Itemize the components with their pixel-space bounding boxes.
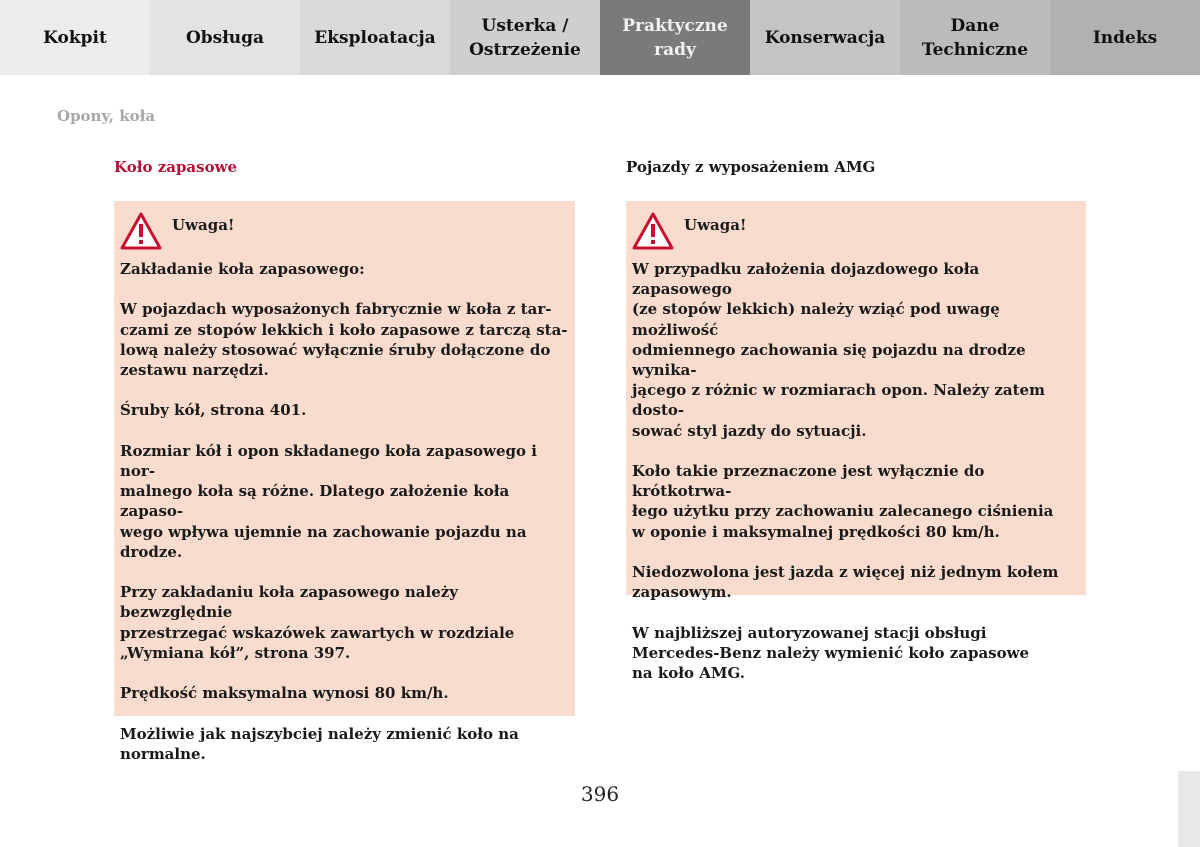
left-column-heading: Koło zapasowe — [114, 158, 238, 176]
paragraph: Śruby kół, strona 401. — [120, 401, 307, 420]
warning-body — [120, 259, 569, 764]
right-column-heading: Pojazdy z wyposażeniem AMG — [626, 158, 876, 176]
warning-body — [632, 259, 1080, 683]
paragraph: Rozmiar kół i opon składanego koła zapasowego i nor- malnego koła są różne. Dlatego założenie koła zapaso- wego wpływa ujemnie na zachowanie pojazdu na drodze. — [120, 441, 537, 561]
tab-praktyczne-rady[interactable]: Praktyczne rady — [600, 0, 750, 75]
paragraph: Koło takie przeznaczone jest wyłącznie do krótkotrwa- łego użytku przy zachowaniu zalecanego ciśnienia w oponie i maksymalnej prędkości 80 km/h. — [632, 462, 1054, 541]
paragraph: Prędkość maksymalna wynosi 80 km/h. — [120, 684, 449, 703]
page-edge-marker — [1178, 771, 1200, 847]
warning-triangle-icon — [632, 212, 674, 250]
tab-indeks[interactable]: Indeks — [1050, 0, 1200, 75]
warning-title: Uwaga! — [172, 216, 235, 234]
tab-kokpit[interactable]: Kokpit — [0, 0, 150, 75]
chapter-tab-bar — [0, 0, 1200, 75]
warning-header — [632, 211, 1080, 251]
warning-title: Uwaga! — [684, 216, 747, 234]
paragraph: W pojazdach wyposażonych fabrycznie w koła z tar- czami ze stopów lekkich i koło zapasowe z tarczą sta- lową należy stosować wyłącznie śruby dołączone do zestawu narzędzi. — [120, 300, 568, 379]
paragraph: W najbliższej autoryzowanej stacji obsługi Mercedes-Benz należy wymienić koło zapasowe na koło AMG. — [632, 623, 1030, 683]
paragraph: Niedozwolona jest jazda z więcej niż jednym kołem zapasowym. — [632, 563, 1059, 602]
left-warning-box — [114, 201, 575, 763]
paragraph: Zakładanie koła zapasowego: — [120, 260, 365, 278]
tab-obsluga[interactable]: Obsługa — [150, 0, 300, 75]
warning-header — [120, 211, 569, 251]
tab-dane-techniczne[interactable]: Dane Techniczne — [900, 0, 1050, 75]
paragraph: Przy zakładaniu koła zapasowego należy bezwzględnie przestrzegać wskazówek zawartych w rozdziale „Wymiana kół”, strona 397. — [120, 583, 515, 662]
warning-triangle-icon — [120, 212, 162, 250]
right-warning-box — [626, 201, 1086, 683]
section-label: Opony, koła — [57, 107, 156, 125]
tab-usterka-ostrzezenie[interactable]: Usterka / Ostrzeżenie — [450, 0, 600, 75]
paragraph: Możliwie jak najszybciej należy zmienić koło na normalne. — [120, 724, 519, 763]
tab-konserwacja[interactable]: Konserwacja — [750, 0, 900, 75]
tab-eksploatacja[interactable]: Eksploatacja — [300, 0, 450, 75]
paragraph: W przypadku założenia dojazdowego koła zapasowego (ze stopów lekkich) należy wziąć pod uwagę możliwość odmiennego zachowania się pojazdu na drodze wynika- jącego z różnic w rozmiarach opon. Należy zatem dosto- sować styl jazdy do sytuacji. — [632, 260, 1045, 440]
page-number: 396 — [580, 782, 620, 806]
